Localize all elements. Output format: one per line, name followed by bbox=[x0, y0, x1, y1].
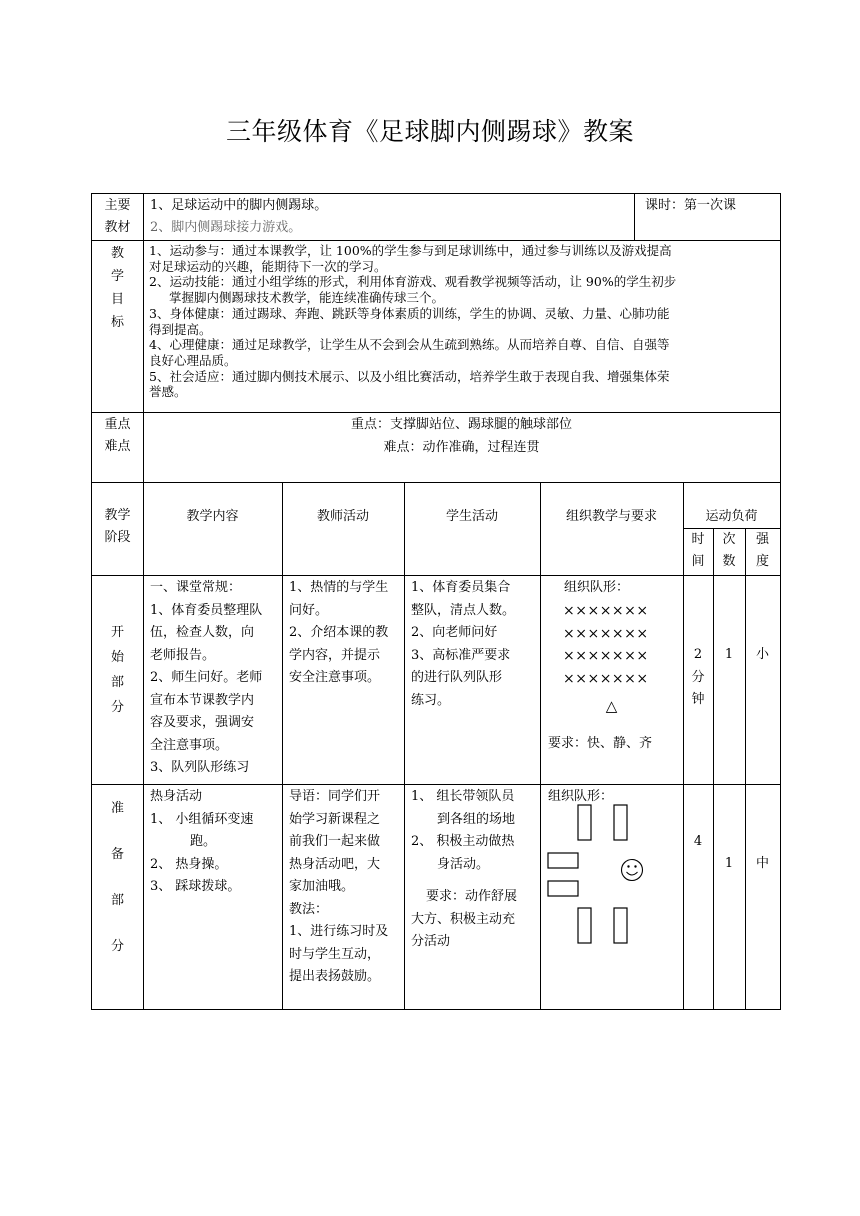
prep-count: 1 bbox=[724, 856, 734, 871]
key-points-label: 重点 难点 bbox=[104, 417, 131, 454]
start-stage: 开 始 部 分 bbox=[110, 625, 124, 715]
start-teacher: 1、热情的与学生 问好。 2、介绍本课的教 学内容，并提示 安全注意事项。 bbox=[289, 580, 389, 685]
difficult-point: 难点：动作准确，过程连贯 bbox=[383, 440, 540, 455]
objectives-label: 教 学 目 标 bbox=[110, 246, 124, 330]
start-formation-grid: ××××××× ××××××× ××××××× ××××××× bbox=[563, 603, 649, 687]
station-marker bbox=[614, 908, 627, 943]
header-student: 学生活动 bbox=[445, 509, 498, 524]
start-student: 1、体育委员集合 整队，清点人数。 2、向老师问好 3、高标准严要求 的进行队列队形 练习。 bbox=[411, 580, 516, 708]
start-intensity: 小 bbox=[755, 647, 769, 662]
station-marker bbox=[548, 853, 578, 868]
station-marker bbox=[578, 908, 591, 943]
prep-time: 4 bbox=[693, 834, 703, 849]
start-formation-label: 组织队形： bbox=[564, 580, 630, 595]
header-stage: 教学 阶段 bbox=[104, 508, 131, 545]
prep-formation-diagram bbox=[540, 790, 683, 1005]
main-material-label: 主要 教材 bbox=[104, 198, 131, 235]
header-load: 运动负荷 bbox=[705, 509, 758, 524]
prep-intensity: 中 bbox=[755, 856, 769, 871]
start-time: 2 分 钟 bbox=[691, 647, 705, 707]
page-title: 三年级体育《足球脚内侧踢球》教案 bbox=[225, 117, 634, 146]
station-marker bbox=[614, 805, 627, 840]
teacher-triangle-icon: △ bbox=[605, 697, 618, 715]
station-marker bbox=[578, 805, 591, 840]
main-material-item-2: 2、脚内侧踢球接力游戏。 bbox=[150, 220, 302, 235]
header-organization: 组织教学与要求 bbox=[565, 509, 657, 524]
start-count: 1 bbox=[724, 647, 734, 662]
header-content: 教学内容 bbox=[186, 509, 239, 524]
header-intensity: 强 度 bbox=[755, 532, 769, 569]
prep-teacher: 导语：同学们开 始学习新课程之 前我们一起来做 热身活动吧，大 家加油哦。 教法： 1、进行练习时及 时与学生互动， 提出表扬鼓励。 bbox=[289, 789, 389, 984]
key-point: 重点：支撑脚站位、踢球腿的触球部位 bbox=[350, 417, 572, 432]
header-teacher: 教师活动 bbox=[316, 509, 369, 524]
prep-student: 1、 组长带领队员 到各组的场地 2、 积极主动做热 身活动。 要求：动作舒展 大方、积极主动充 分活动 bbox=[411, 789, 518, 949]
lesson-time: 课时：第一次课 bbox=[645, 198, 737, 213]
main-material-item-1: 1、足球运动中的脚内侧踢球。 bbox=[150, 198, 328, 213]
prep-content: 热身活动 1、 小组循环变速 跑。 2、 热身操。 3、 踩球拨球。 bbox=[150, 789, 254, 894]
start-requirement: 要求：快、静、齐 bbox=[548, 736, 653, 751]
station-marker bbox=[548, 881, 578, 896]
header-time: 时 间 bbox=[691, 532, 705, 569]
prep-formation-label: 组织队形： bbox=[548, 789, 614, 804]
objectives-text: 1、运动参与：通过本课教学，让 100%的学生参与到足球训练中，通过参与训练以及游戏提高 对足球运动的兴趣，能期待下一次的学习。 2、运动技能：通过小组学练的形式，利用体育游戏、观看教学视频等活动，让 90%的学生初步 掌握脚内侧踢球技术教学，能连续准确传球三个。 3、身体健康：通过踢球、奔跑、跳跃等身体素质的训练，学生的协调、灵敏、力量、心肺功能 得到提高。 4、心理健康：通过足球教学，让学生从不会到会从生疏到熟练。从而培养自尊、自信、自强等 良好心理品质。 5、社会适应：通过脚内侧技术展示、以及小组比赛活动，培养学生敢于表现自我、增强集体荣 誉感。 bbox=[149, 243, 677, 400]
header-count: 次 数 bbox=[722, 532, 736, 569]
start-content: 一、课堂常规： 1、体育委员整理队 伍，检查人数，向 老师报告。 2、师生问好。老师 宣布本节课教学内 容及要求，强调安 全注意事项。 3、队列队形练习 bbox=[150, 580, 263, 775]
teacher-smiley-icon bbox=[622, 860, 643, 881]
prep-stage: 准 备 部 分 bbox=[110, 801, 124, 954]
